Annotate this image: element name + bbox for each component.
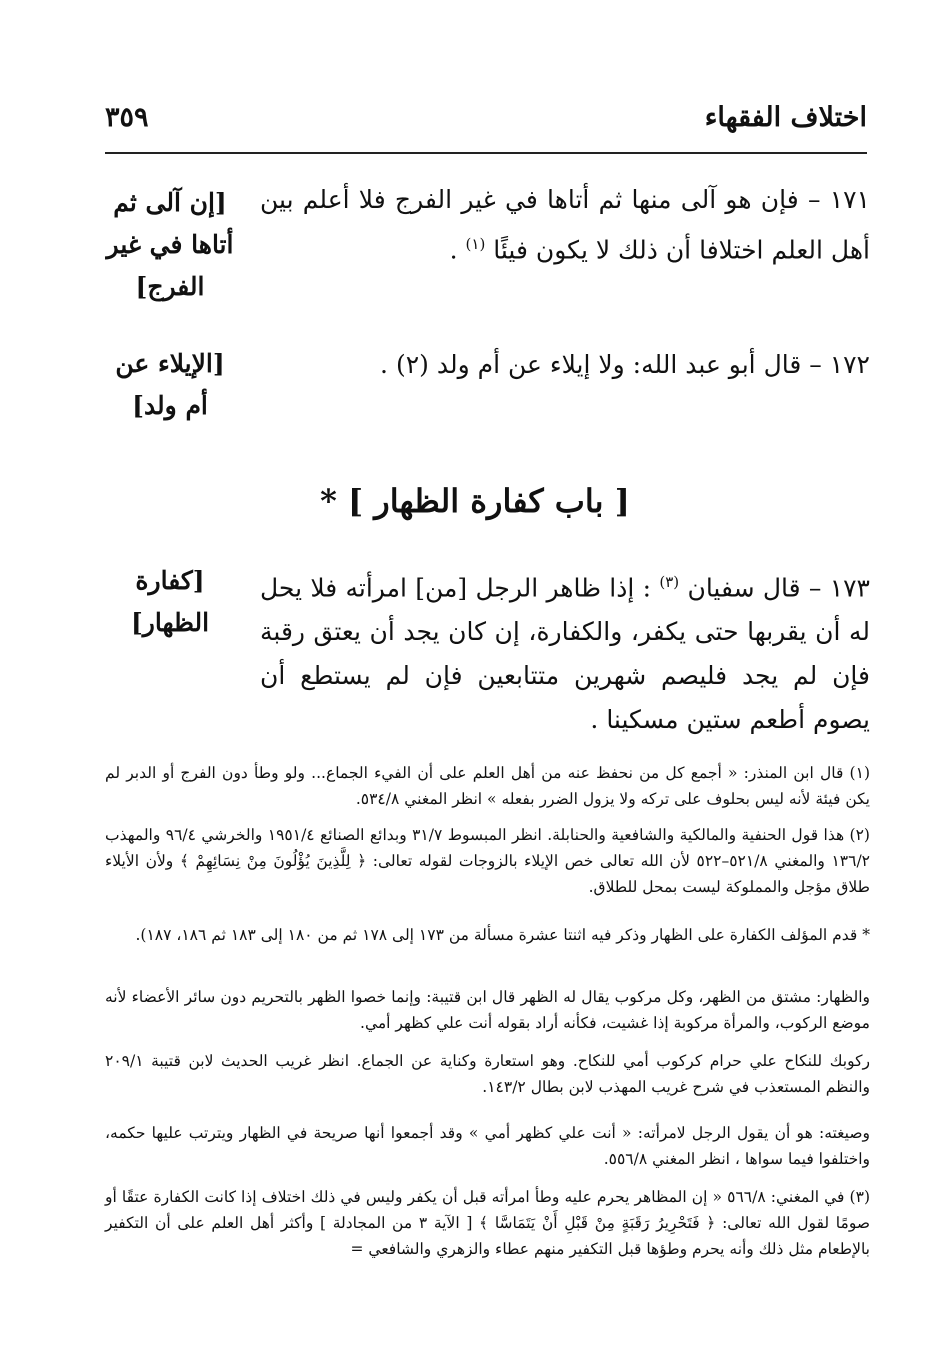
entry-172	[260, 343, 870, 387]
entry-text: ١٧٣ – قال سفيان	[687, 573, 870, 603]
page-header	[105, 92, 867, 154]
footnote-1: (١) قال ابن المنذر: « أجمع كل من نحفظ عنه من أهل العلم على أن الفيء الجماع... ولو وطأ دون الفرج أو الدبر لم يكن فيئة لأنه ليس بحلوف على تركه ولا يزول الضرر بفعله » انظر المغني ٥٣٤/٨.	[105, 764, 870, 808]
footnote-ref: (٣)	[659, 573, 680, 591]
entry-text: ١٧٢ – قال أبو عبد الله: ولا إيلاء عن أم ولد (٢) .	[380, 350, 870, 379]
entry-end: : إذا ظاهر الرجل [من] امرأته فلا يحل له أن يقربها حتى يكفر، والكفارة، إن كان يجد أن يعتق رقبة فإن لم يجد فليصم شهرين متتابعين فإن لم يستطع أن يصوم أطعم ستين مسكينا .	[260, 573, 870, 735]
footnote-3: (٣) في المغني: ٥٦٦/٨ « إن المظاهر يحرم عليه وطأ امرأته قبل أن يكفر وليس في ذلك اختلاف إذا كانت الكفارة عتقًا أو صومًا لقول الله تعالى: ﴿ فَتَحْرِيرُ رَقَبَةٍ مِنْ قَبْلِ أَنْ يَتَمَاسَّا ﴾ [ الآية ٣ من المجادلة ] وأكثر أهل العلم على أن التكفير بالإطعام مثل ذلك وأنه يحرم وطؤها قبل التكفير منهم عطاء والزهري والشافعي =	[105, 1188, 871, 1258]
margin-gloss-172: [الإيلاء عن أم ولد]	[115, 349, 225, 420]
margin-gloss-173: [كفارة الظهار]	[130, 566, 210, 637]
footnote-2: (٢) هذا قول الحنفية والمالكية والشافعية والحنابلة. انظر المبسوط ٣١/٧ وبدائع الصنائع ١٩٥١/٤ والخرشي ٩٦/٤ والمهذب ١٣٦/٢ والمغني ٥٢١/٨–٥٢٢ لأن الله تعالى خص الإيلاء بالزوجات لقوله تعالى: ﴿ لِلَّذِينَ يُؤْلُونَ مِنْ نِسَائِهِمْ ﴾ ولأن الأيلاء طلاق مؤجل والمملوكة ليست بمحل للطلاق.	[105, 826, 871, 896]
footnote-star: * قدم المؤلف الكفارة على الظهار وذكر فيه اثنتا عشرة مسألة من ١٧٣ إلى ١٧٨ ثم من ١٨٠ إلى ١٨٣ ثم ١٨٦، ١٨٧).	[135, 926, 870, 944]
footnote-star-cont-1: والظهار: مشتق من الظهر، وكل مركوب يقال له الظهر قال ابن قتيبة: وإنما خصوا الظهر بالتحريم دون سائر الأعضاء لأنه موضع الركوب، والمرأة مركوبة إذا غشيت، فكأنه أراد بقوله أنت علي كظهر أمي.	[105, 988, 870, 1032]
running-title: اختلاف الفقهاء	[704, 102, 867, 133]
margin-gloss-171: [إن آلى ثم أتاها في غير الفرج]	[106, 188, 234, 301]
entry-end: .	[449, 235, 466, 265]
footnote-star-cont-3: وصيغته: هو أن يقول الرجل لامرأته: « أنت علي كظهر أمي » وقد أجمعوا أنها صريحة في الظهار ويترتب عليها حكمه، واختلفوا فيما سواها ، انظر المغني ٥٥٦/٨.	[105, 1124, 870, 1168]
entry-173	[260, 560, 870, 742]
section-heading: [ باب كفارة الظهار ] *	[320, 482, 630, 520]
page-number: ٣٥٩	[105, 102, 149, 133]
entry-text: ١٧١ – فإن هو آلى منها ثم أتاها في غير الفرج فلا أعلم بين أهل العلم اختلافا أن ذلك لا يكون فيئًا	[260, 185, 870, 265]
footnote-ref: (١)	[465, 235, 486, 253]
footnote-star-cont-2: ركوبك للنكاح علي حرام كركوب أمي للنكاح. وهو استعارة وكناية عن الجماع. انظر غريب الحديث لابن قتيبة ٢٠٩/١ والنظم المستعذب في شرح غريب المهذب لابن بطال ١٤٣/٢.	[105, 1052, 870, 1096]
entry-171	[260, 178, 870, 272]
